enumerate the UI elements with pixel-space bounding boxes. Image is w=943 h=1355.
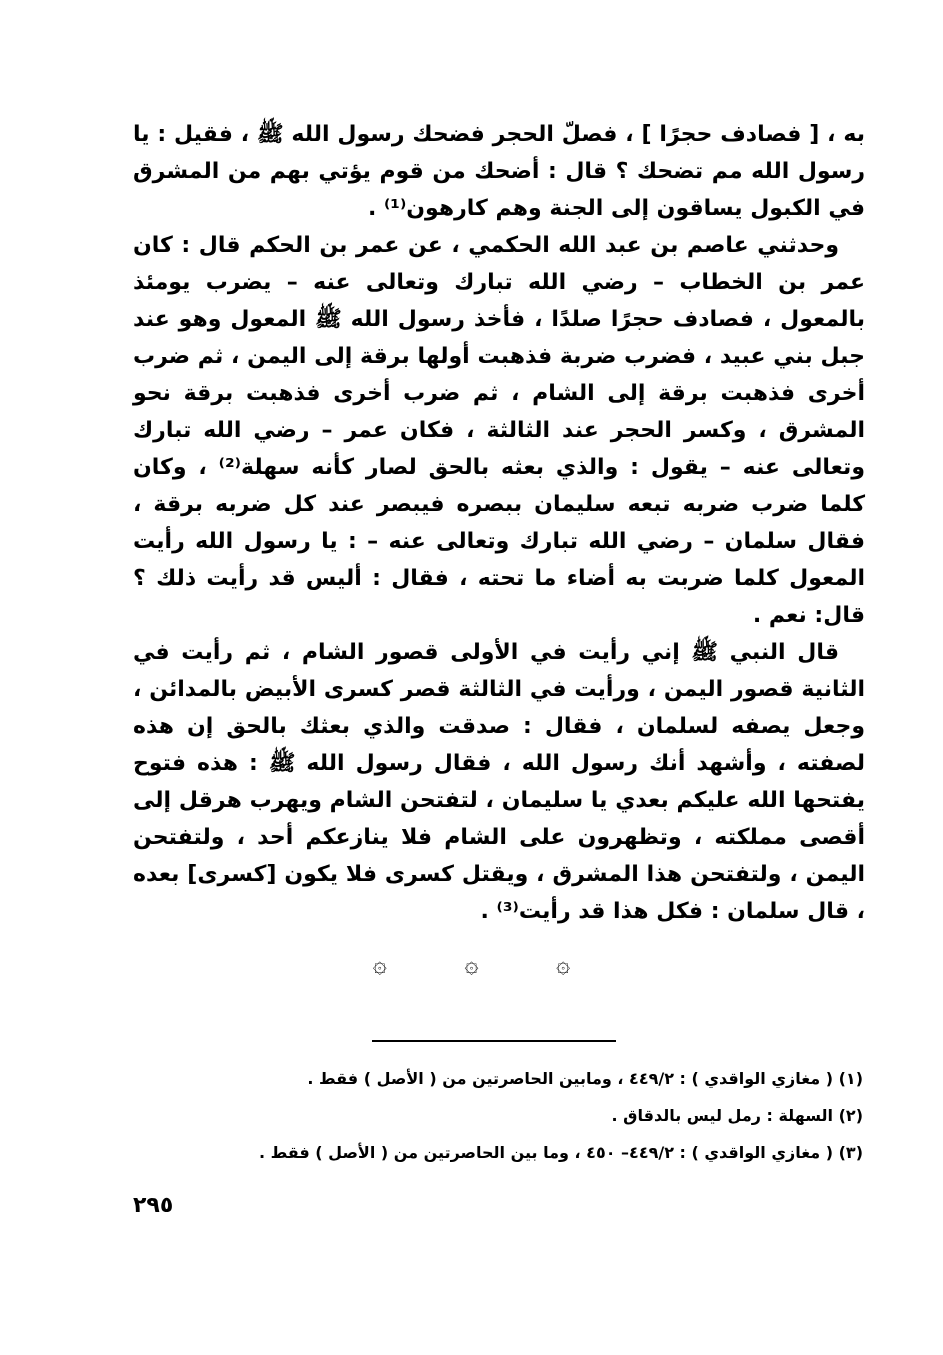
paragraph-3: قال النبي ﷺ إني رأيت في الأولى قصور الشام ، ثم رأيت في الثانية قصور اليمن ، ورأيت في الثالثة قصر كسرى الأبيض بالمدائن ، وجعل يصفه لسلمان ، فقال : صدقت والذي بعثك بالحق إن هذه لصفته ، وأشهد أنك رسول الله ، فقال رسول الله ﷺ : هذه فتوح يفتحها الله عليكم بعدي يا سليمان ، لتفتحن الشام ويهرب هرقل إلى أقصى مملكته ، وتظهرون على الشام فلا ينازعكم أحد ، ولتفتحن اليمن ، ولتفتحن هذا المشرق ، ويقتل كسرى فلا يكون [كسرى] بعده ، قال سلمان : فكل هذا قد رأيت⁽³⁾ . xyxy=(133,640,865,924)
paragraph-2: وحدثني عاصم بن عبد الله الحكمي ، عن عمر بن الحكم قال : كان عمر بن الخطاب – رضي الله تبارك وتعالى عنه – يضرب يومئذ بالمعول ، فصادف حجرًا صلدًا ، فأخذ رسول الله ﷺ المعول وهو عند جبل بني عبيد ، فضرب ضربة فذهبت أولها برقة إلى اليمن ، ثم ضرب أخرى فذهبت برقة إلى الشام ، ثم ضرب أخرى فذهبت برقة نحو المشرق ، وكسر الحجر عند الثالثة ، فكان عمر – رضي الله تبارك وتعالى عنه – يقول : والذي بعثه بالحق لصار كأنه سهلة⁽²⁾ ، وكان كلما ضرب ضربه تبعه سليمان ببصره فيبصر عند كل ضربه برقة ، فقال سلمان – رضي الله تبارك وتعالى عنه – : يا رسول الله رأيت المعول كلما ضربت به أضاء ما تحته ، فقال : أليس قد رأيت ذلك ؟ قال: نعم . xyxy=(133,233,865,628)
footnote-2: (٢) السهلة : رمل ليس بالدقاق . xyxy=(611,1106,863,1125)
footnote-separator xyxy=(372,1040,616,1042)
ornament-icon: ۞ xyxy=(464,950,479,978)
footnote-3: (٣) ( مغازي الواقدي ) : ٤٤٩/٢– ٤٥٠ ، وما بين الحاصرتين من ( الأصل ) فقط . xyxy=(258,1143,863,1162)
footnote-1: (١) ( مغازي الواقدي ) : ٤٤٩/٢ ، ومابين الحاصرتين من ( الأصل ) فقط . xyxy=(307,1069,863,1088)
page-number: ٢٩٥ xyxy=(133,1193,174,1218)
paragraph-1: به ، [ فصادف حجرًا ] ، فصلّ الحجر فضحك رسول الله ﷺ ، فقيل : يا رسول الله مم تضحك ؟ قال : أضحك من قوم يؤتي بهم من المشرق في الكبول يساقون إلى الجنة وهم كارهون⁽¹⁾ . xyxy=(133,122,865,221)
ornament-icon: ۞ xyxy=(556,950,571,978)
footnotes xyxy=(160,1060,863,1171)
ornament-icon: ۞ xyxy=(372,950,387,978)
main-text xyxy=(133,116,865,930)
section-divider-ornaments xyxy=(0,950,943,980)
